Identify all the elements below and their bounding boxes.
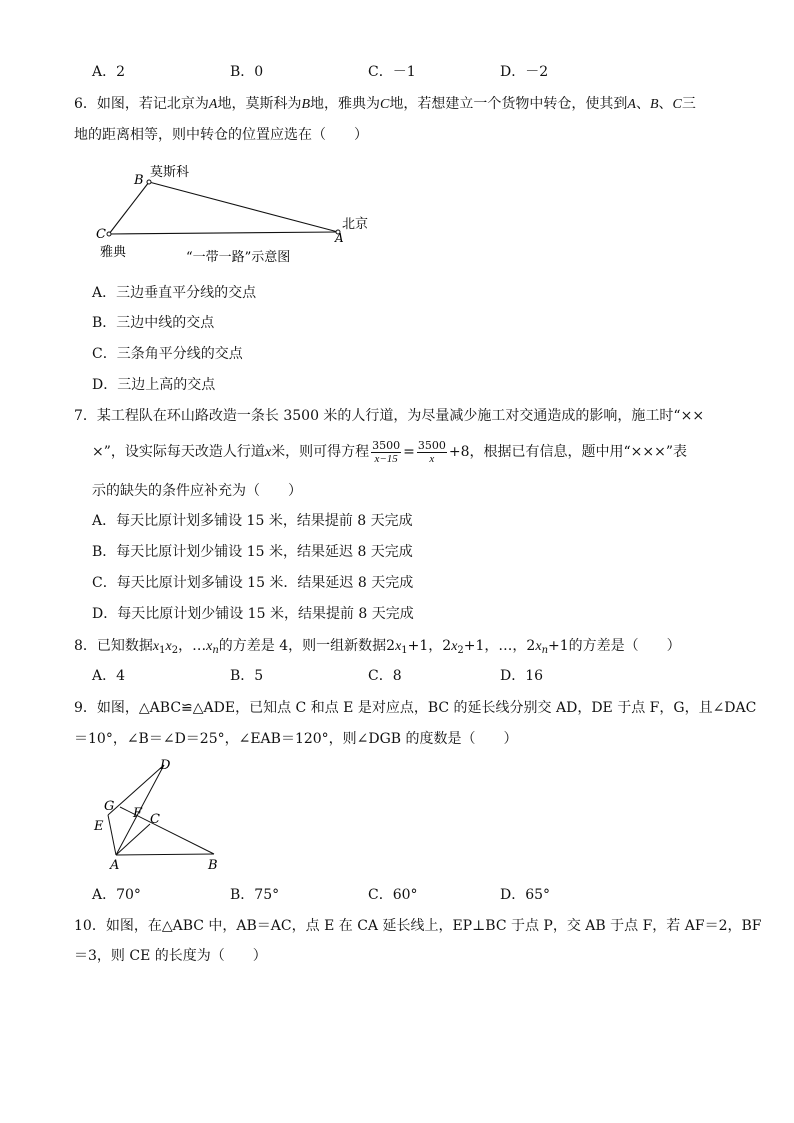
q6-line2: 地的距离相等，则中转仓的位置应选在（ ） bbox=[74, 127, 368, 143]
q6-line1: 6．如图，若记北京为A地，莫斯科为B地，雅典为C地，若想建立一个货物中转仓，使其到A、B、C三 bbox=[74, 96, 696, 112]
q6-option-d: D．三边上高的交点 bbox=[92, 377, 216, 393]
q6-label-b: B bbox=[134, 173, 144, 188]
q8-option-c: C．8 bbox=[368, 668, 402, 684]
q7-fraction-2: $\frac{3500}{x}$ bbox=[417, 438, 446, 465]
q7-fraction-1: $\frac{3500}{x-15}$ bbox=[372, 438, 401, 465]
q7-line1: 7．某工程队在环山路改造一条长 3500 米的人行道，为尽量减少施工对交通造成的影响，施工时“×× bbox=[74, 408, 705, 424]
q9-line1: 9．如图，△ABC≌△ADE，已知点 C 和点 E 是对应点，BC 的延长线分别交 AD，DE 于点 F，G，且∠DAC bbox=[74, 700, 757, 716]
q8-option-a: A．4 bbox=[92, 668, 126, 684]
q9-option-a: A．70° bbox=[92, 887, 141, 903]
q7-option-c: C．每天比原计划多铺设 15 米．结果延迟 8 天完成 bbox=[92, 575, 414, 591]
q6-point-b bbox=[147, 180, 151, 184]
q6-segment-ba bbox=[149, 182, 338, 232]
q7-option-a: A．每天比原计划多铺设 15 米，结果提前 8 天完成 bbox=[92, 513, 413, 529]
q6-point-c bbox=[107, 232, 111, 236]
q8-stem: 8．已知数据$x_1x_2$，$\dots x_n$的方差是 4，则一组新数据$2x_1+1$，$2x_2+1$，…，$2x_n+1$的方差是（ ） bbox=[74, 638, 681, 656]
q6-segment-ca bbox=[109, 232, 338, 234]
q9-option-c: C．60° bbox=[368, 887, 418, 903]
q6-label-athens: 雅典 bbox=[100, 245, 127, 260]
q6-option-b: B．三边中线的交点 bbox=[92, 315, 215, 331]
q6-figure bbox=[90, 158, 390, 268]
q9-label-g: G bbox=[104, 799, 115, 814]
q9-label-b: B bbox=[208, 858, 218, 873]
q6-option-a: A．三边垂直平分线的交点 bbox=[92, 285, 257, 301]
q9-figure bbox=[88, 755, 228, 875]
q6-label-c: C bbox=[96, 227, 106, 242]
q6-label-a: A bbox=[335, 231, 344, 245]
q7-line3: 示的缺失的条件应补充为（ ） bbox=[92, 483, 302, 499]
q7-option-d: D．每天比原计划少铺设 15 米，结果提前 8 天完成 bbox=[92, 606, 414, 622]
q7-option-b: B．每天比原计划少铺设 15 米，结果延迟 8 天完成 bbox=[92, 544, 413, 560]
q9-segment-ab bbox=[116, 854, 214, 855]
q9-segment-ac bbox=[116, 824, 150, 855]
q9-label-e: E bbox=[94, 819, 104, 834]
q8-option-d: D．16 bbox=[500, 668, 544, 684]
q9-label-d: D bbox=[160, 758, 171, 773]
q9-segment-ae bbox=[108, 815, 116, 855]
q10-line2: ＝3，则 CE 的长度为（ ） bbox=[74, 948, 267, 964]
q10-line1: 10．如图，在△ABC 中，AB＝AC，点 E 在 CA 延长线上，EP⊥BC 于点 P，交 AB 于点 F，若 AF＝2，BF bbox=[74, 918, 762, 934]
q5-option-c: C．－1 bbox=[368, 64, 416, 80]
q7-line2: ×”，设实际每天改造人行道x米，则可得方程 $\frac{3500}{x-15}$ = $\frac{3500}{x}$ +8，根据已有信息，题中用“×××”表 bbox=[92, 438, 687, 465]
q6-caption: “一带一路”示意图 bbox=[186, 250, 291, 265]
q6-option-c: C．三条角平分线的交点 bbox=[92, 346, 243, 362]
q5-option-b: B．0 bbox=[230, 64, 264, 80]
q9-label-a: A bbox=[110, 858, 120, 873]
q9-option-b: B．75° bbox=[230, 887, 280, 903]
q9-option-d: D．65° bbox=[500, 887, 551, 903]
q9-label-f: F bbox=[133, 806, 143, 821]
q9-line2: ＝10°，∠B＝∠D＝25°，∠EAB＝120°，则∠DGB 的度数是（ ） bbox=[74, 731, 518, 747]
q6-segment-cb bbox=[109, 182, 149, 234]
q5-option-a: A．2 bbox=[92, 64, 126, 80]
q8-option-b: B．5 bbox=[230, 668, 264, 684]
q9-label-c: C bbox=[150, 812, 160, 827]
q6-label-moscow: 莫斯科 bbox=[150, 165, 190, 180]
q5-option-d: D．－2 bbox=[500, 64, 549, 80]
q6-label-beijing: 北京 bbox=[342, 217, 369, 232]
